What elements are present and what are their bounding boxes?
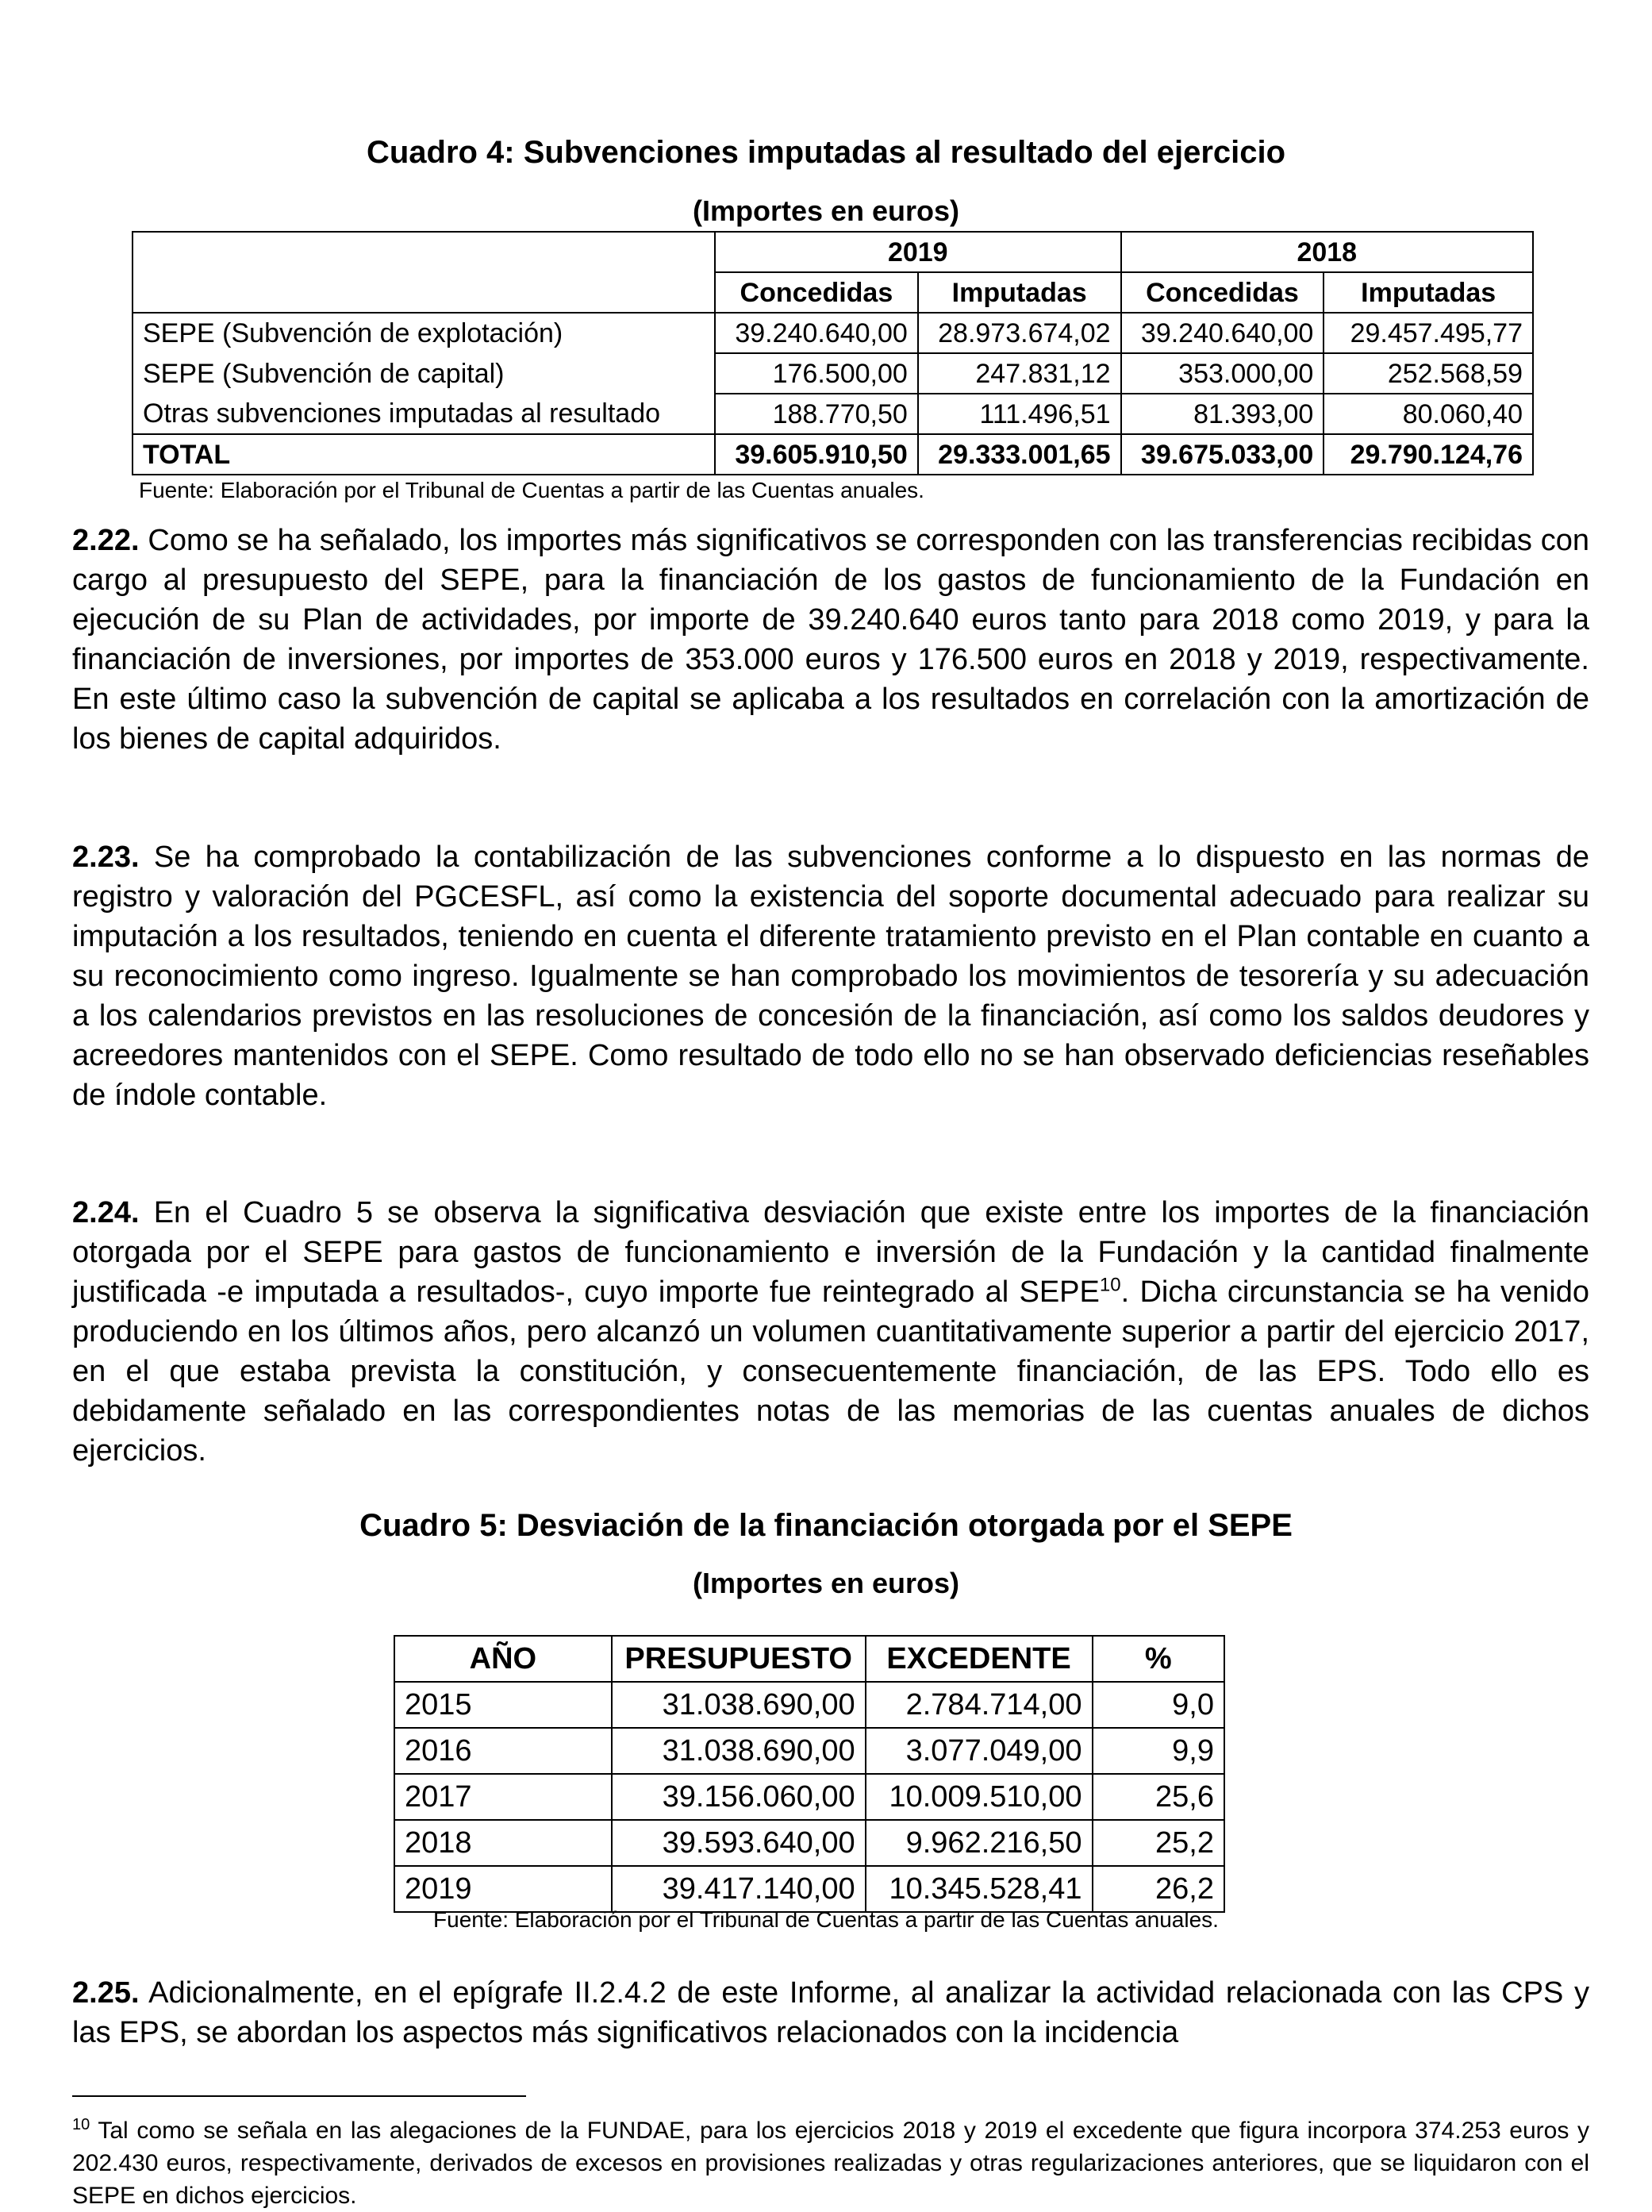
footnote-ref: 10	[1099, 1274, 1121, 1296]
col-header-presupuesto: PRESUPUESTO	[612, 1636, 866, 1682]
footnote-number: 10	[72, 2116, 90, 2133]
total-label: TOTAL	[133, 434, 715, 475]
total-cell: 39.675.033,00	[1121, 434, 1324, 475]
row-label: SEPE (Subvención de capital)	[133, 353, 715, 394]
table-cell: 39.240.640,00	[1121, 313, 1324, 353]
table-cell: 39.240.640,00	[715, 313, 918, 353]
paragraph-2-24	[72, 1193, 1589, 1471]
table-cell: 39.417.140,00	[612, 1866, 866, 1912]
cuadro4-subtitle: (Importes en euros)	[692, 194, 960, 227]
paragraph-number: 2.24.	[72, 1196, 140, 1229]
table-cell: 188.770,50	[715, 394, 918, 434]
table-cell: 25,2	[1093, 1820, 1225, 1866]
cuadro4-title: Cuadro 4: Subvenciones imputadas al resultado del ejercicio	[366, 135, 1286, 170]
cuadro4-table	[132, 231, 1534, 475]
footnote-text: Tal como se señala en las alegaciones de la FUNDAE, para los ejercicios 2018 y 2019 el excedente que figura incorpora 374.253 euros y 202.430 euros, respectivamente, derivados de excesos en provisiones realizadas y otras regularizaciones anteriores, que se liquidaron con el SEPE en dichos ejercicios.	[72, 2118, 1589, 2209]
table-cell: 111.496,51	[918, 394, 1121, 434]
table-cell: 2015	[394, 1682, 612, 1728]
col-header: Concedidas	[715, 272, 918, 313]
paragraph-number: 2.23.	[72, 841, 140, 874]
table-cell: 247.831,12	[918, 353, 1121, 394]
table-cell: 39.156.060,00	[612, 1774, 866, 1820]
paragraph-2-25	[72, 1973, 1589, 2052]
table-cell: 2018	[394, 1820, 612, 1866]
col-header-percent: %	[1093, 1636, 1225, 1682]
table-row	[394, 1682, 1224, 1728]
row-label: SEPE (Subvención de explotación)	[133, 313, 715, 353]
cuadro4-source: Fuente: Elaboración por el Tribunal de Cuentas a partir de las Cuentas anuales.	[139, 478, 924, 502]
table-cell: 25,6	[1093, 1774, 1225, 1820]
col-header: Imputadas	[1324, 272, 1533, 313]
paragraph-number: 2.22.	[72, 524, 140, 557]
table-row	[394, 1774, 1224, 1820]
table-cell: 81.393,00	[1121, 394, 1324, 434]
year-2019-header: 2019	[715, 232, 1121, 272]
table-cell: 176.500,00	[715, 353, 918, 394]
table-cell: 2.784.714,00	[866, 1682, 1093, 1728]
table-cell: 10.345.528,41	[866, 1866, 1093, 1912]
total-cell: 39.605.910,50	[715, 434, 918, 475]
row-label: Otras subvenciones imputadas al resultado	[133, 394, 715, 434]
table-cell: 9,0	[1093, 1682, 1225, 1728]
table-cell: 29.457.495,77	[1324, 313, 1533, 353]
table-cell: 31.038.690,00	[612, 1728, 866, 1774]
paragraph-text: Se ha comprobado la contabilización de las subvenciones conforme a lo dispuesto en las normas de registro y valoración del PGCESFL, así como la existencia del soporte documental adecuado para realizar su imputación a los resultados, teniendo en cuenta el diferente tratamiento previsto en el Plan contable en cuanto a su reconocimiento como ingreso. Igualmente se han comprobado los movimientos de tesorería y su adecuación a los calendarios previstos en las resoluciones de concesión de la financiación, así como los saldos deudores y acreedores mantenidos con el SEPE. Como resultado de todo ello no se han observado deficiencias reseñables de índole contable.	[72, 841, 1589, 1112]
cuadro5-table	[394, 1635, 1225, 1913]
table-cell: 31.038.690,00	[612, 1682, 866, 1728]
total-cell: 29.333.001,65	[918, 434, 1121, 475]
paragraph-text-cont: . Dicha circunstancia se ha venido produciendo en los últimos años, pero alcanzó un volumen cuantitativamente superior a partir del ejercicio 2017, en el que estaba prevista la constitución, y consecuentemente financiación, de las EPS. Todo ello es debidamente señalado en las correspondientes notas de las memorias de las cuentas anuales de dichos ejercicios.	[72, 1275, 1589, 1468]
paragraph-text: Adicionalmente, en el epígrafe II.2.4.2 de este Informe, al analizar la actividad relacionada con las CPS y las EPS, se abordan los aspectos más significativos relacionados con la incidencia	[72, 1976, 1590, 2049]
col-header-excedente: EXCEDENTE	[866, 1636, 1093, 1682]
table-header-row	[133, 232, 1533, 272]
table-row	[133, 313, 1533, 353]
table-row	[133, 353, 1533, 394]
header-blank-cell	[133, 232, 715, 313]
table-row	[394, 1728, 1224, 1774]
total-cell: 29.790.124,76	[1324, 434, 1533, 475]
table-cell: 9,9	[1093, 1728, 1225, 1774]
cuadro5-source: Fuente: Elaboración por el Tribunal de Cuentas a partir de las Cuentas anuales.	[433, 1907, 1219, 1932]
table-row	[394, 1866, 1224, 1912]
table-cell: 2019	[394, 1866, 612, 1912]
table-cell: 28.973.674,02	[918, 313, 1121, 353]
table-cell: 2016	[394, 1728, 612, 1774]
paragraph-text: En el Cuadro 5 se observa la significativa desviación que existe entre los importes de la financiación otorgada por el SEPE para gastos de funcionamiento e inversión de la Fundación y la cantidad finalmente justificada -e imputada a resultados-, cuyo importe fue reintegrado al SEPE	[72, 1196, 1590, 1309]
total-row	[133, 434, 1533, 475]
table-cell: 353.000,00	[1121, 353, 1324, 394]
paragraph-2-23	[72, 837, 1589, 1115]
table-cell: 80.060,40	[1324, 394, 1533, 434]
table-cell: 39.593.640,00	[612, 1820, 866, 1866]
table-row	[133, 394, 1533, 434]
col-header: Imputadas	[918, 272, 1121, 313]
table-cell: 9.962.216,50	[866, 1820, 1093, 1866]
table-cell: 252.568,59	[1324, 353, 1533, 394]
table-cell: 2017	[394, 1774, 612, 1820]
year-2018-header: 2018	[1121, 232, 1533, 272]
table-row	[394, 1820, 1224, 1866]
table-header-row	[394, 1636, 1224, 1682]
paragraph-2-22	[72, 521, 1589, 759]
table-cell: 10.009.510,00	[866, 1774, 1093, 1820]
paragraph-number: 2.25.	[72, 1976, 140, 2010]
table-cell: 26,2	[1093, 1866, 1225, 1912]
paragraph-text: Como se ha señalado, los importes más significativos se corresponden con las transferencias recibidas con cargo al presupuesto del SEPE, para la financiación de los gastos de funcionamiento de la Fundación en ejecución de su Plan de actividades, por importe de 39.240.640 euros tanto para 2018 como 2019, y para la financiación de inversiones, por importes de 353.000 euros y 176.500 euros en 2018 y 2019, respectivamente. En este último caso la subvención de capital se aplicaba a los resultados en correlación con la amortización de los bienes de capital adquiridos.	[72, 524, 1589, 756]
footnote-divider	[72, 2095, 526, 2097]
footnote	[72, 2114, 1589, 2212]
col-header-ano: AÑO	[394, 1636, 612, 1682]
cuadro5-subtitle: (Importes en euros)	[692, 1567, 960, 1599]
cuadro5-title: Cuadro 5: Desviación de la financiación otorgada por el SEPE	[359, 1508, 1293, 1543]
col-header: Concedidas	[1121, 272, 1324, 313]
table-cell: 3.077.049,00	[866, 1728, 1093, 1774]
